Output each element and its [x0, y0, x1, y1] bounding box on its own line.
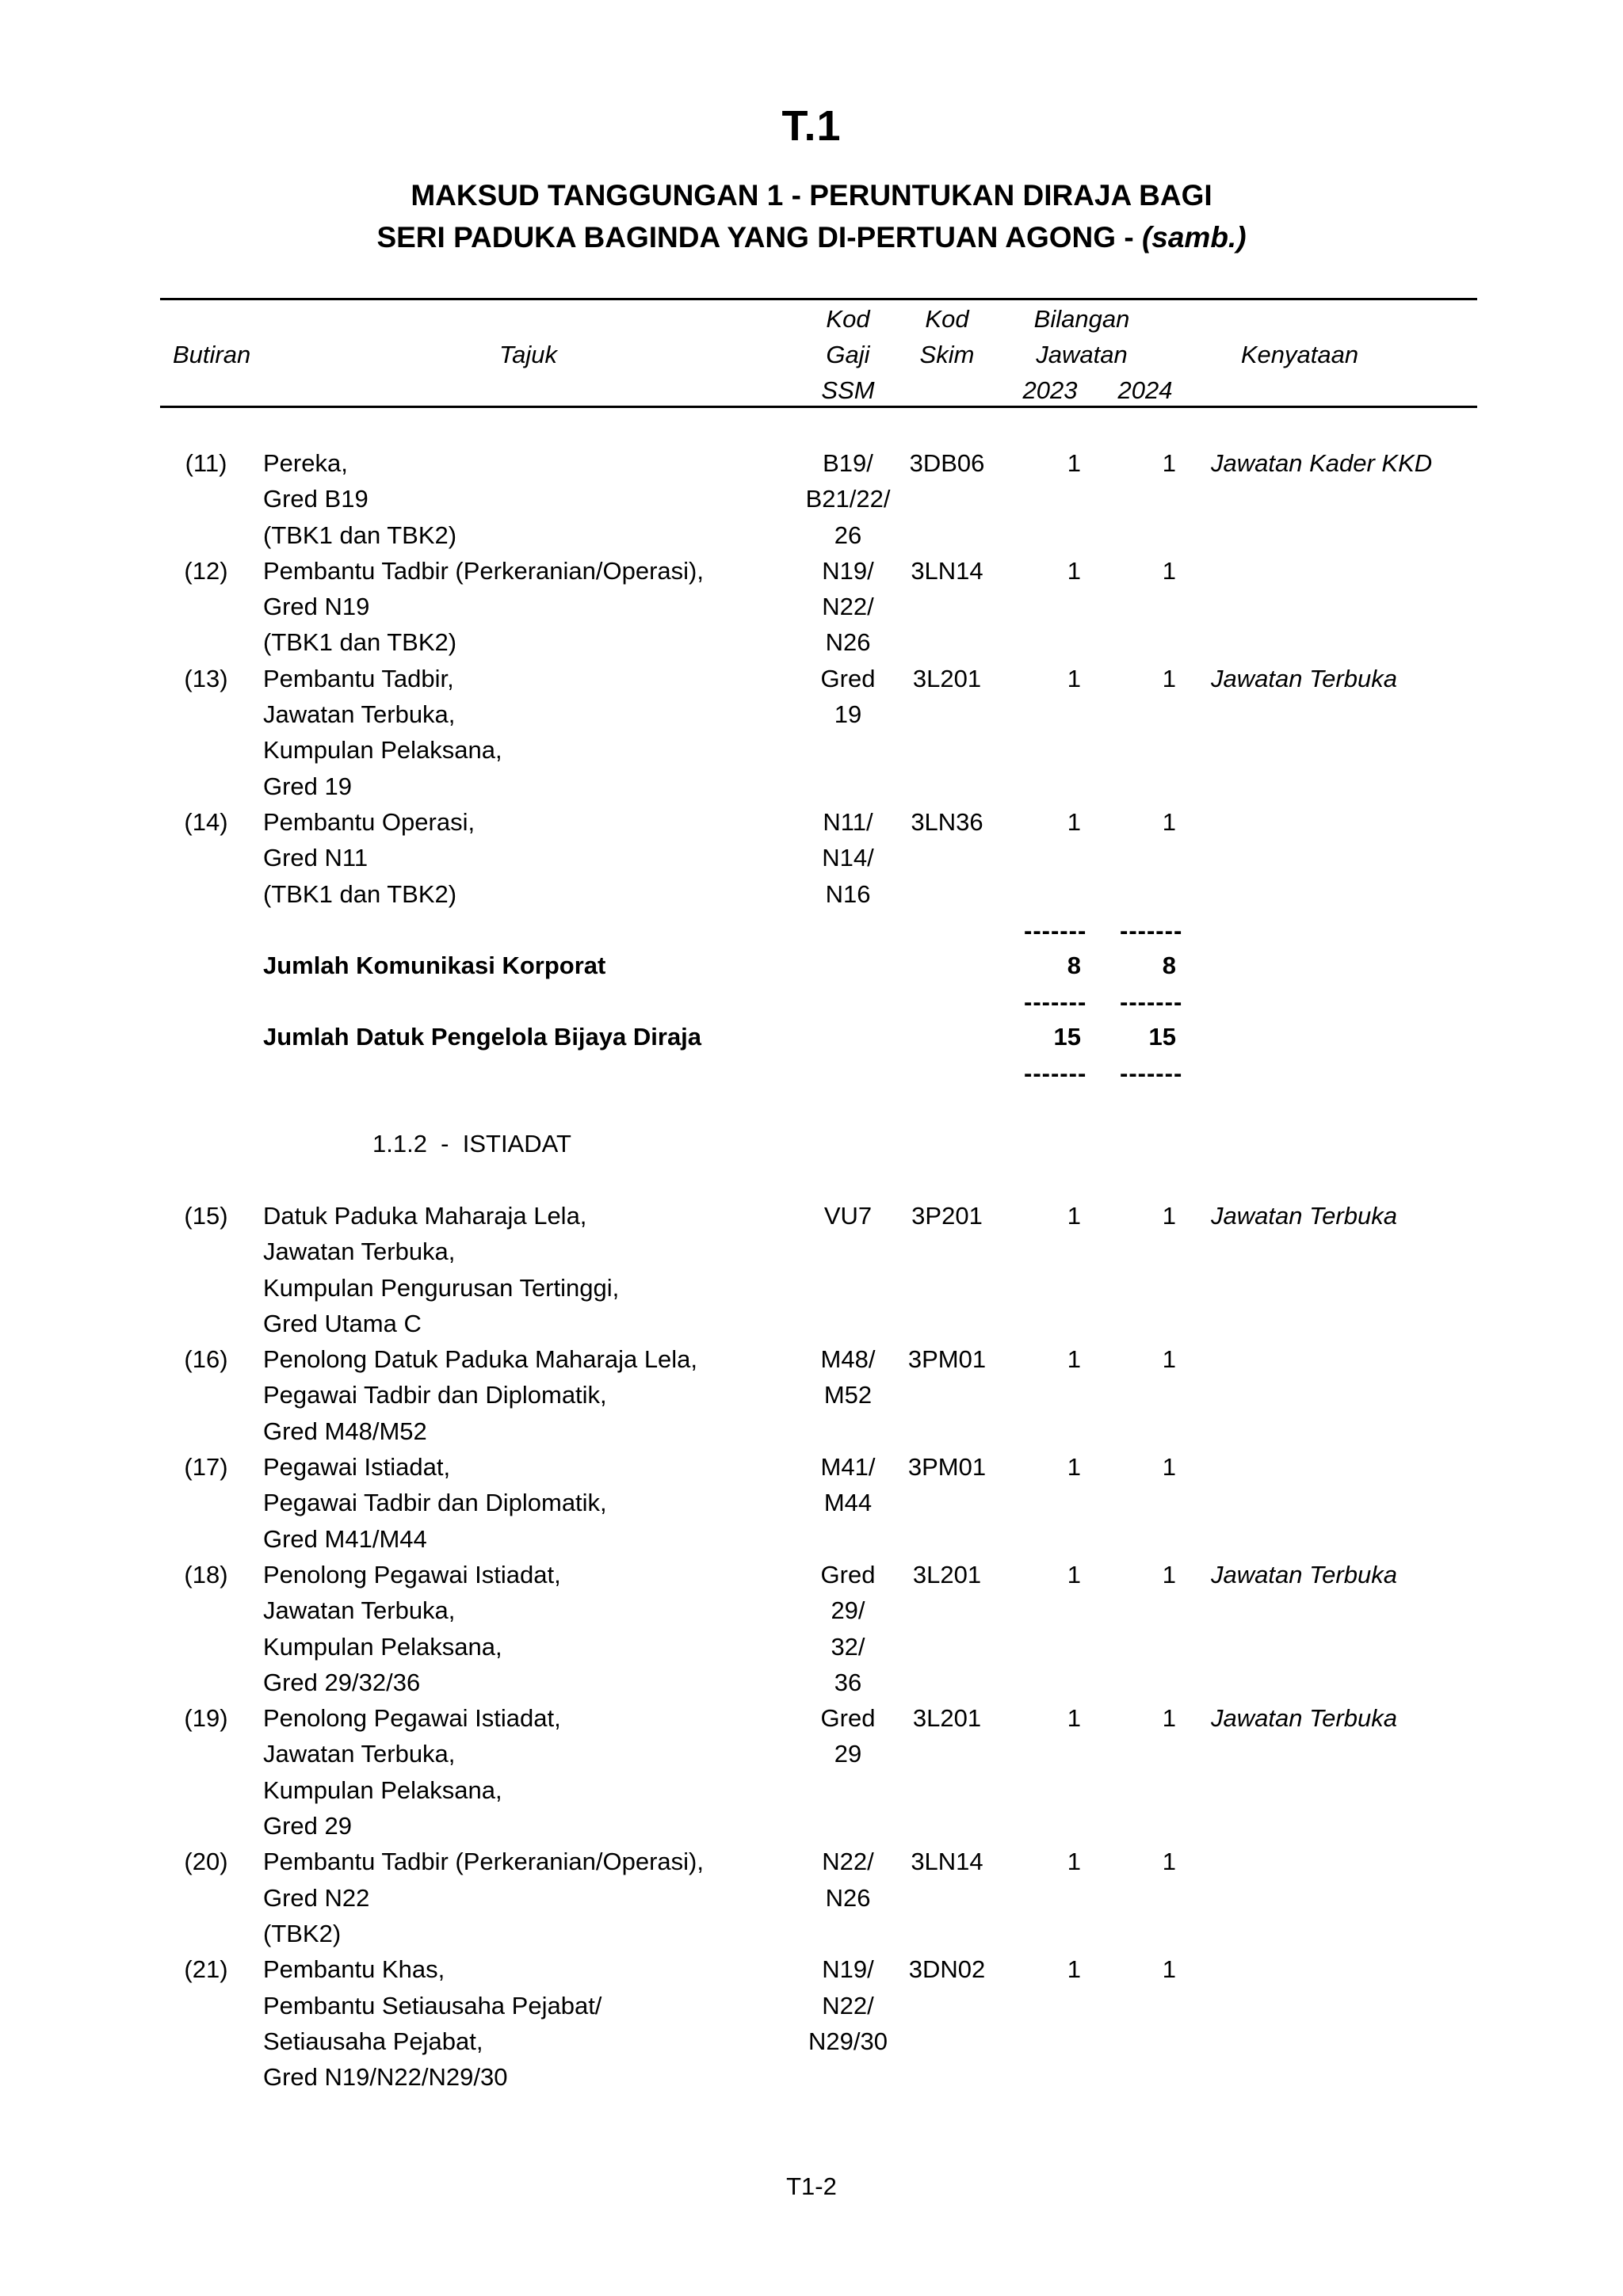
- butiran-number: (20): [184, 1848, 228, 1876]
- table-top-rule: [160, 298, 1477, 300]
- bilangan-2023: 1: [1067, 556, 1081, 585]
- title-line-2: [0, 221, 1623, 254]
- butiran-number: (18): [184, 1561, 228, 1589]
- header-kod-skim: [899, 301, 995, 372]
- bilangan-2024: 1: [1162, 1561, 1176, 1589]
- kod-gaji-line: 29: [834, 1740, 862, 1768]
- tajuk-line: Pembantu Operasi,: [263, 808, 475, 836]
- tajuk-cell: [263, 1844, 704, 1951]
- bilangan-2024: 1: [1162, 1453, 1176, 1482]
- tajuk-line: Penolong Pegawai Istiadat,: [263, 1704, 561, 1733]
- kod-gaji-line: M44: [823, 1489, 873, 1517]
- bilangan-2024: 1: [1162, 664, 1176, 692]
- title-line-2-text: SERI PADUKA BAGINDA YANG DI-PERTUAN AGONG -: [376, 221, 1134, 254]
- tajuk-line: Kumpulan Pelaksana,: [263, 1775, 502, 1804]
- kod-gaji-line: B19/: [823, 449, 873, 477]
- header-tajuk: Tajuk: [499, 341, 557, 368]
- header-year-2023: 2023: [1022, 376, 1078, 404]
- total-komunikasi-2024: 8: [1162, 952, 1176, 979]
- butiran-number: (13): [184, 664, 228, 692]
- kod-gaji-line: 26: [834, 521, 862, 549]
- total-komunikasi-label: Jumlah Komunikasi Korporat: [263, 952, 606, 979]
- kod-skim: 3L201: [912, 1561, 982, 1589]
- table-row: [0, 1844, 1623, 1951]
- bilangan-2024: 1: [1162, 1704, 1176, 1733]
- kod-gaji-line: B21/22/: [805, 485, 891, 513]
- tajuk-line: Pembantu Tadbir (Perkeranian/Operasi),: [263, 556, 704, 585]
- tajuk-cell: [263, 661, 502, 804]
- butiran-number: (15): [184, 1202, 228, 1230]
- total-datuk-2024: 15: [1148, 1023, 1176, 1051]
- tajuk-line: Pembantu Setiausaha Pejabat/: [263, 1991, 602, 2019]
- tajuk-line: Pembantu Tadbir (Perkeranian/Operasi),: [263, 1848, 704, 1876]
- bilangan-2023: 1: [1067, 1453, 1081, 1482]
- tajuk-line: Gred Utama C: [263, 1309, 422, 1337]
- tajuk-cell: [263, 1449, 607, 1557]
- table-row: [0, 661, 1623, 804]
- kenyataan: Jawatan Terbuka: [1211, 1704, 1397, 1733]
- header-butiran: Butiran: [173, 341, 251, 368]
- table-row: [0, 1449, 1623, 1557]
- section-heading: 1.1.2 - ISTIADAT: [372, 1130, 571, 1158]
- kod-gaji-line: N22/: [822, 1848, 874, 1876]
- tajuk-line: Penolong Datuk Paduka Maharaja Lela,: [263, 1345, 698, 1374]
- total-datuk-label: Jumlah Datuk Pengelola Bijaya Diraja: [263, 1023, 702, 1051]
- header-kod-skim-line: Skim: [919, 341, 975, 368]
- table-row: [0, 1951, 1623, 2095]
- table-row: [0, 553, 1623, 661]
- tajuk-cell: [263, 1198, 619, 1341]
- header-kod-gaji-line: Gaji: [826, 341, 870, 368]
- dash-separator: -------: [1120, 917, 1183, 944]
- butiran-number: (11): [185, 449, 227, 477]
- butiran-number: (17): [184, 1453, 228, 1482]
- butiran-number: (14): [184, 808, 228, 836]
- kod-gaji-line: N19/: [822, 556, 874, 585]
- kod-skim: 3DB06: [909, 449, 985, 477]
- kod-skim: 3L201: [912, 1704, 982, 1733]
- kod-gaji-line: N26: [825, 628, 871, 657]
- kod-skim: 3LN36: [911, 808, 983, 836]
- kod-skim: 3PM01: [907, 1345, 987, 1374]
- title-line-1: MAKSUD TANGGUNGAN 1 - PERUNTUKAN DIRAJA BAGI: [411, 179, 1212, 212]
- tajuk-line: (TBK1 dan TBK2): [263, 521, 457, 549]
- dash-separator: -------: [1120, 988, 1183, 1016]
- tajuk-line: (TBK2): [263, 1919, 342, 1947]
- page-code: T.1: [781, 102, 842, 150]
- tajuk-cell: [263, 1341, 697, 1449]
- total-komunikasi-2023: 8: [1067, 952, 1081, 979]
- kod-gaji-line: 36: [834, 1668, 862, 1696]
- bilangan-2024: 1: [1162, 1848, 1176, 1876]
- title-continuation: (samb.): [1141, 221, 1247, 254]
- kod-gaji-line: 29/: [831, 1596, 865, 1625]
- kod-skim: 3PM01: [907, 1453, 987, 1482]
- dash-separator: -------: [1024, 1059, 1087, 1087]
- header-bilangan-line: Bilangan: [1033, 305, 1130, 333]
- tajuk-line: Jawatan Terbuka,: [263, 1596, 456, 1625]
- kod-gaji-line: N26: [825, 1883, 871, 1912]
- table-header-rule: [160, 406, 1477, 408]
- bilangan-2023: 1: [1067, 1561, 1081, 1589]
- tajuk-line: Pegawai Tadbir dan Diplomatik,: [263, 1381, 607, 1409]
- tajuk-line: Pegawai Tadbir dan Diplomatik,: [263, 1489, 607, 1517]
- tajuk-line: Gred 29: [263, 1812, 353, 1840]
- tajuk-line: Gred 19: [263, 772, 353, 800]
- bilangan-2023: 1: [1067, 1202, 1081, 1230]
- bilangan-2024: 1: [1162, 1955, 1176, 1984]
- tajuk-line: Pembantu Khas,: [263, 1955, 445, 1984]
- kenyataan: Jawatan Terbuka: [1211, 664, 1397, 692]
- bilangan-2024: 1: [1162, 556, 1176, 585]
- table-row: [0, 804, 1623, 912]
- kod-gaji-line: N14/: [822, 844, 874, 872]
- table-row: [0, 445, 1623, 553]
- tajuk-line: Datuk Paduka Maharaja Lela,: [263, 1202, 587, 1230]
- header-kod-gaji-line: SSM: [821, 376, 875, 404]
- bilangan-2023: 1: [1067, 808, 1081, 836]
- tajuk-line: Jawatan Terbuka,: [263, 1740, 456, 1768]
- tajuk-cell: [263, 553, 704, 661]
- header-year-2024: 2024: [1117, 376, 1173, 404]
- kod-gaji-line: 32/: [831, 1632, 865, 1661]
- tajuk-cell: [263, 1700, 561, 1844]
- bilangan-2024: 1: [1162, 1202, 1176, 1230]
- bilangan-2024: 1: [1162, 449, 1176, 477]
- dash-separator: -------: [1120, 1059, 1183, 1087]
- bilangan-2023: 1: [1067, 664, 1081, 692]
- butiran-number: (16): [184, 1345, 228, 1374]
- butiran-number: (12): [184, 556, 228, 585]
- tajuk-line: (TBK1 dan TBK2): [263, 879, 457, 908]
- kod-gaji-line: Gred: [820, 1561, 876, 1589]
- bilangan-2023: 1: [1067, 1955, 1081, 1984]
- tajuk-line: (TBK1 dan TBK2): [263, 628, 457, 657]
- tajuk-cell: [263, 804, 475, 912]
- dash-separator: -------: [1024, 917, 1087, 944]
- total-datuk-2023: 15: [1053, 1023, 1081, 1051]
- tajuk-line: Gred M41/M44: [263, 1524, 427, 1553]
- bilangan-2023: 1: [1067, 1704, 1081, 1733]
- kod-skim: 3DN02: [908, 1955, 986, 1984]
- kenyataan: Jawatan Kader KKD: [1211, 449, 1433, 477]
- kod-gaji-line: VU7: [823, 1202, 873, 1230]
- tajuk-line: Gred M48/M52: [263, 1417, 427, 1445]
- header-kod-skim-line: Kod: [925, 305, 969, 333]
- tajuk-cell: [263, 445, 456, 553]
- kod-gaji-line: N22/: [822, 593, 874, 621]
- bilangan-2023: 1: [1067, 1848, 1081, 1876]
- kod-skim: 3LN14: [911, 556, 983, 585]
- bilangan-2024: 1: [1162, 1345, 1176, 1374]
- tajuk-line: Penolong Pegawai Istiadat,: [263, 1561, 561, 1589]
- dash-separator: -------: [1024, 988, 1087, 1016]
- tajuk-line: Gred 29/32/36: [263, 1668, 421, 1696]
- tajuk-cell: [263, 1951, 601, 2095]
- kod-gaji-line: N29/30: [808, 2027, 888, 2055]
- bilangan-2024: 1: [1162, 808, 1176, 836]
- tajuk-line: Kumpulan Pelaksana,: [263, 1632, 502, 1661]
- header-kod-gaji-line: Kod: [826, 305, 870, 333]
- tajuk-line: Pereka,: [263, 449, 348, 477]
- kod-gaji-line: M41/: [820, 1453, 876, 1482]
- tajuk-line: Kumpulan Pelaksana,: [263, 736, 502, 765]
- tajuk-line: Jawatan Terbuka,: [263, 700, 456, 729]
- header-kod-gaji: [800, 301, 896, 408]
- butiran-number: (21): [184, 1955, 228, 1984]
- bilangan-2023: 1: [1067, 449, 1081, 477]
- kod-gaji-line: M52: [823, 1381, 873, 1409]
- tajuk-line: Kumpulan Pengurusan Tertinggi,: [263, 1273, 620, 1302]
- kod-gaji-line: N16: [825, 879, 871, 908]
- tajuk-line: Jawatan Terbuka,: [263, 1238, 456, 1266]
- table-row: [0, 1341, 1623, 1449]
- kod-gaji-line: 19: [834, 700, 862, 729]
- tajuk-line: Gred N19: [263, 593, 370, 621]
- header-bilangan: [1002, 301, 1161, 372]
- table-row: [0, 1700, 1623, 1844]
- butiran-number: (19): [184, 1704, 228, 1733]
- tajuk-line: Pegawai Istiadat,: [263, 1453, 451, 1482]
- kod-gaji-line: Gred: [820, 664, 876, 692]
- kod-gaji-line: N11/: [823, 808, 873, 836]
- tajuk-line: Setiausaha Pejabat,: [263, 2027, 483, 2055]
- header-bilangan-line: Jawatan: [1036, 341, 1128, 368]
- kod-gaji-line: N19/: [822, 1955, 874, 1984]
- tajuk-cell: [263, 1557, 561, 1700]
- table-row: [0, 1557, 1623, 1700]
- kod-gaji-line: M48/: [820, 1345, 876, 1374]
- kod-skim: 3LN14: [911, 1848, 983, 1876]
- page-footer: T1-2: [786, 2172, 837, 2200]
- tajuk-line: Gred N11: [263, 844, 369, 872]
- table-row: [0, 1198, 1623, 1341]
- kenyataan: Jawatan Terbuka: [1211, 1202, 1397, 1230]
- kenyataan: Jawatan Terbuka: [1211, 1561, 1397, 1589]
- kod-gaji-line: N22/: [822, 1991, 874, 2019]
- tajuk-line: Gred N19/N22/N29/30: [263, 2063, 508, 2092]
- kod-gaji-line: Gred: [820, 1704, 876, 1733]
- tajuk-line: Pembantu Tadbir,: [263, 664, 454, 692]
- kod-skim: 3L201: [912, 664, 982, 692]
- header-kenyataan: Kenyataan: [1240, 341, 1359, 368]
- bilangan-2023: 1: [1067, 1345, 1081, 1374]
- kod-skim: 3P201: [911, 1202, 983, 1230]
- tajuk-line: Gred B19: [263, 485, 369, 513]
- tajuk-line: Gred N22: [263, 1883, 370, 1912]
